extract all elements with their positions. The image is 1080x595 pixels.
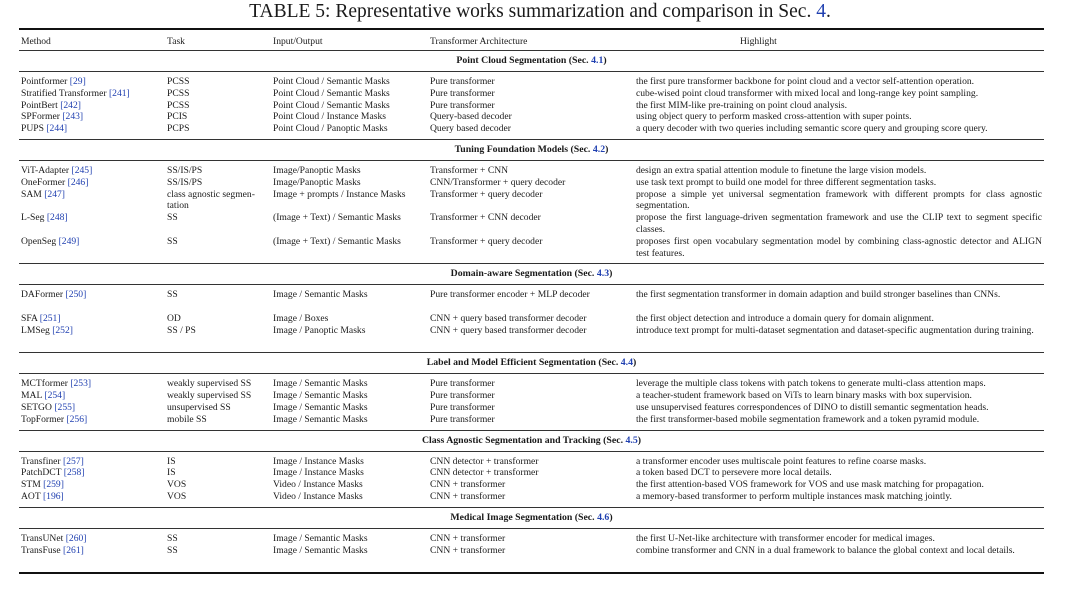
highlight-cell: the first object detection and introduce a domain query for domain alignment. xyxy=(636,312,934,324)
method-name: MCTformer xyxy=(21,378,68,390)
highlight-cell: proposes first open vocabulary segmentation model by combining class-agnostic detector and ALIGN test features. xyxy=(636,235,1042,259)
citation-link[interactable]: [241] xyxy=(108,87,130,99)
method-name: LMSeg xyxy=(21,324,50,336)
method-cell xyxy=(21,88,166,100)
highlight-cell: propose the first language-driven segmentation framework and use the CLIP text to segment specific classes. xyxy=(636,212,1042,235)
method-cell xyxy=(21,456,166,468)
section-title xyxy=(19,431,1044,451)
table-body xyxy=(19,51,1044,574)
architecture-cell: Transformer + query decoder xyxy=(430,188,543,200)
input-output-cell: Image + prompts / Instance Masks xyxy=(273,188,406,200)
method-name: L-Seg xyxy=(21,212,45,224)
task-cell: SS xyxy=(167,235,178,247)
task-cell: IS xyxy=(167,467,176,479)
method-name: SETGO xyxy=(21,401,52,413)
citation-link[interactable]: [254] xyxy=(44,390,66,402)
section-title xyxy=(19,264,1044,284)
method-cell xyxy=(21,402,166,414)
table-row xyxy=(19,390,1044,402)
table-header xyxy=(19,30,1044,50)
architecture-cell: Pure transformer xyxy=(430,401,495,413)
architecture-cell: Query based decoder xyxy=(430,123,511,135)
input-output-cell: (Image + Text) / Semantic Masks xyxy=(273,212,401,224)
highlight-cell: using object query to perform masked cross-attention with super points. xyxy=(636,111,912,123)
method-cell xyxy=(21,289,166,301)
highlight-cell: leverage the multiple class tokens with patch tokens to generate multi-class attention maps. xyxy=(636,378,986,390)
table-row xyxy=(19,325,1044,349)
highlight-cell: the first U-Net-like architecture with transformer encoder for medical images. xyxy=(636,532,935,544)
method-cell xyxy=(21,491,166,503)
highlight-cell: the first pure transformer backbone for point cloud and a vector self-attention operation. xyxy=(636,76,975,87)
input-output-cell: Image / Panoptic Masks xyxy=(273,324,366,336)
method-cell xyxy=(21,479,166,491)
citation-link[interactable]: [243] xyxy=(62,111,84,123)
citation-link[interactable]: [256] xyxy=(66,413,88,425)
table-row xyxy=(19,378,1044,390)
architecture-cell: Pure transformer encoder + MLP decoder xyxy=(430,289,590,301)
input-output-cell: Image / Semantic Masks xyxy=(273,401,368,413)
input-output-cell: Image / Boxes xyxy=(273,312,329,324)
input-output-cell: Image / Semantic Masks xyxy=(273,289,368,301)
section-title-close: ) xyxy=(609,268,613,280)
section-title xyxy=(19,51,1044,71)
method-cell xyxy=(21,236,166,248)
caption-text: TABLE 5: Representative works summarization and comparison in Sec. xyxy=(249,1,812,22)
method-name: OneFormer xyxy=(21,176,66,188)
architecture-cell: CNN + query based transformer decoder xyxy=(430,324,587,336)
section-title-close: ) xyxy=(603,55,607,66)
highlight-cell: use unsupervised features correspondences of DINO to distill semantic segmentation heads. xyxy=(636,401,989,413)
method-cell xyxy=(21,177,166,189)
section-title xyxy=(19,508,1044,528)
architecture-cell: CNN + query based transformer decoder xyxy=(430,312,587,324)
section-ref-link[interactable]: 4.2 xyxy=(592,143,606,155)
method-cell xyxy=(21,313,166,325)
highlight-cell: the first MIM-like pre-training on point cloud analysis. xyxy=(636,99,848,111)
method-cell xyxy=(21,414,166,426)
input-output-cell: Image / Semantic Masks xyxy=(273,413,368,425)
task-cell: OD xyxy=(167,312,181,324)
section-title-text: Domain-aware Segmentation (Sec. xyxy=(450,268,595,280)
method-cell xyxy=(21,165,166,177)
method-name: Pointformer xyxy=(21,76,68,87)
input-output-cell: Image / Instance Masks xyxy=(273,467,364,479)
architecture-cell: CNN + transformer xyxy=(430,490,506,502)
section-title-text: Tuning Foundation Models (Sec. xyxy=(454,143,591,155)
citation-link[interactable]: [245] xyxy=(71,164,93,176)
table-row xyxy=(19,111,1044,123)
section-title-close: ) xyxy=(637,434,641,446)
highlight-cell: a memory-based transformer to perform multiple instances mask matching jointly. xyxy=(636,490,952,502)
table-row xyxy=(19,189,1044,213)
task-cell: SS xyxy=(167,532,178,544)
input-output-cell: Point Cloud / Semantic Masks xyxy=(273,87,390,99)
architecture-cell: Pure transformer xyxy=(430,390,495,402)
method-cell xyxy=(21,378,166,390)
task-cell: PCSS xyxy=(167,87,190,99)
table-row xyxy=(19,76,1044,88)
section-title-text: Class Agnostic Segmentation and Tracking (Sec. xyxy=(421,434,624,446)
section-title-close: ) xyxy=(633,357,637,369)
citation-link[interactable]: [253] xyxy=(70,378,92,390)
section-ref-link[interactable]: 4.1 xyxy=(591,55,604,66)
task-cell: PCSS xyxy=(167,99,190,111)
method-name: PUPS xyxy=(21,123,44,135)
method-cell xyxy=(21,325,166,337)
task-cell: PCIS xyxy=(167,111,188,123)
citation-link[interactable]: [244] xyxy=(46,123,68,135)
citation-link[interactable]: [249] xyxy=(58,235,80,247)
citation-link[interactable]: [247] xyxy=(44,188,65,200)
method-name: Transfiner xyxy=(21,455,61,467)
task-cell: SS xyxy=(167,544,178,556)
method-name: SPFormer xyxy=(21,111,60,123)
architecture-cell: Query-based decoder xyxy=(430,111,512,123)
architecture-cell: Pure transformer xyxy=(430,99,495,111)
citation-link[interactable]: [255] xyxy=(54,401,76,413)
architecture-cell: CNN detector + transformer xyxy=(430,455,539,467)
section-ref-link[interactable]: 4.5 xyxy=(625,434,638,446)
header-method: Method xyxy=(21,36,51,47)
citation-link[interactable]: [250] xyxy=(65,289,87,301)
method-cell xyxy=(21,76,166,88)
method-name: TopFormer xyxy=(21,413,65,425)
table-row xyxy=(19,545,1044,569)
table-row xyxy=(19,212,1044,236)
method-name: OpenSeg xyxy=(21,235,57,247)
header-input-output: Input/Output xyxy=(273,36,323,47)
method-cell xyxy=(21,545,166,557)
input-output-cell: Point Cloud / Instance Masks xyxy=(273,111,386,123)
method-cell xyxy=(21,212,166,224)
input-output-cell: Image / Semantic Masks xyxy=(273,532,368,544)
task-cell: IS xyxy=(167,455,176,467)
table-row xyxy=(19,289,1044,313)
caption-section-link[interactable]: 4 xyxy=(816,1,826,22)
architecture-cell: CNN/Transformer + query decoder xyxy=(430,176,566,188)
table-row xyxy=(19,533,1044,545)
task-cell: mobile SS xyxy=(167,413,207,425)
highlight-cell: combine transformer and CNN in a dual framework to balance the global context and local details. xyxy=(636,544,1015,556)
citation-link[interactable]: [258] xyxy=(63,467,85,479)
task-cell: SS xyxy=(167,212,178,224)
input-output-cell: Image / Semantic Masks xyxy=(273,544,368,556)
input-output-cell: Point Cloud / Semantic Masks xyxy=(273,76,390,87)
task-cell: PCSS xyxy=(167,76,190,87)
method-cell xyxy=(21,100,166,112)
architecture-cell: CNN detector + transformer xyxy=(430,467,539,479)
architecture-cell: Pure transformer xyxy=(430,76,495,87)
method-name: MAL xyxy=(21,390,42,402)
bottom-rule xyxy=(19,572,1044,574)
highlight-cell: a query decoder with two queries including semantic score query and grouping score query. xyxy=(636,123,988,135)
table-row xyxy=(19,88,1044,100)
task-cell: VOS xyxy=(167,479,187,491)
method-cell xyxy=(21,467,166,479)
task-cell: weakly supervised SS xyxy=(167,390,252,402)
table-row xyxy=(19,100,1044,112)
highlight-cell: introduce text prompt for multi-dataset segmentation and dataset-specific augmentation during training. xyxy=(636,324,1034,336)
highlight-cell: the first transformer-based mobile segmentation framework and a token pyramid module. xyxy=(636,413,980,425)
architecture-cell: CNN + transformer xyxy=(430,532,506,544)
table-row xyxy=(19,467,1044,479)
table-row xyxy=(19,313,1044,325)
citation-link[interactable]: [29] xyxy=(69,76,86,87)
architecture-cell: Transformer + CNN xyxy=(430,164,509,176)
task-cell: SS xyxy=(167,289,178,301)
citation-link[interactable]: [246] xyxy=(67,176,89,188)
caption-period: . xyxy=(825,1,831,22)
method-cell xyxy=(21,111,166,123)
input-output-cell: Point Cloud / Semantic Masks xyxy=(273,99,390,111)
input-output-cell: Image/Panoptic Masks xyxy=(273,164,361,176)
architecture-cell: Transformer + CNN decoder xyxy=(430,212,541,224)
table-row xyxy=(19,491,1044,503)
table-row xyxy=(19,177,1044,189)
table-row xyxy=(19,402,1044,414)
architecture-cell: Transformer + query decoder xyxy=(430,235,543,247)
method-name: STM xyxy=(21,479,41,491)
method-name: SFA xyxy=(21,312,38,324)
method-name: PatchDCT xyxy=(21,467,62,479)
section-title xyxy=(19,140,1044,160)
table-row xyxy=(19,414,1044,426)
input-output-cell: Image / Semantic Masks xyxy=(273,390,368,402)
comparison-table xyxy=(19,28,1044,574)
section-ref-link[interactable]: 4.6 xyxy=(597,511,610,523)
highlight-cell: a token based DCT to persevere more local details. xyxy=(636,467,832,479)
table-row xyxy=(19,165,1044,177)
section-ref-link[interactable]: 4.3 xyxy=(596,268,610,280)
highlight-cell: use task text prompt to build one model for three different segmentation tasks. xyxy=(636,176,937,188)
method-cell xyxy=(21,533,166,545)
citation-link[interactable]: [252] xyxy=(52,324,73,336)
method-name: SAM xyxy=(21,188,42,200)
section-title xyxy=(19,353,1044,373)
architecture-cell: Pure transformer xyxy=(430,378,495,390)
header-task: Task xyxy=(167,36,185,47)
task-cell: PCPS xyxy=(167,123,190,135)
table-row xyxy=(19,123,1044,135)
input-output-cell: Video / Instance Masks xyxy=(273,490,363,502)
citation-link[interactable]: [248] xyxy=(46,212,68,224)
method-name: DAFormer xyxy=(21,289,64,301)
input-output-cell: Image / Instance Masks xyxy=(273,455,364,467)
task-cell: VOS xyxy=(167,490,187,502)
highlight-cell: a teacher-student framework based on ViTs to learn binary masks with box supervision. xyxy=(636,390,972,402)
section-title-text: Medical Image Segmentation (Sec. xyxy=(450,511,595,523)
section-title-close: ) xyxy=(605,143,609,155)
method-name: PointBert xyxy=(21,99,58,111)
section-title-text: Label and Model Efficient Segmentation (Sec. xyxy=(426,357,619,369)
method-name: TransFuse xyxy=(21,544,61,556)
architecture-cell: Pure transformer xyxy=(430,87,495,99)
task-cell: SS / PS xyxy=(167,324,196,336)
task-cell: weakly supervised SS xyxy=(167,378,252,390)
highlight-cell: design an extra spatial attention module to finetune the large vision models. xyxy=(636,164,927,176)
header-architecture: Transformer Architecture xyxy=(430,36,528,47)
citation-link[interactable]: [261] xyxy=(63,544,84,556)
input-output-cell: (Image + Text) / Semantic Masks xyxy=(273,235,401,247)
architecture-cell: CNN + transformer xyxy=(430,544,506,556)
method-cell xyxy=(21,189,166,201)
method-name: TransUNet xyxy=(21,532,64,544)
method-name: Stratified Transformer xyxy=(21,87,107,99)
task-cell: SS/IS/PS xyxy=(167,176,203,188)
citation-link[interactable]: [257] xyxy=(63,455,84,467)
method-cell xyxy=(21,390,166,402)
input-output-cell: Image/Panoptic Masks xyxy=(273,176,361,188)
highlight-cell: cube-wised point cloud transformer with mixed local and long-range key point sampling. xyxy=(636,87,979,99)
citation-link[interactable]: [242] xyxy=(60,99,81,111)
table-row xyxy=(19,456,1044,468)
header-highlight: Highlight xyxy=(740,36,777,47)
input-output-cell: Point Cloud / Panoptic Masks xyxy=(273,123,388,135)
citation-link[interactable]: [251] xyxy=(39,312,61,324)
citation-link[interactable]: [259] xyxy=(43,479,64,491)
highlight-cell: propose a simple yet universal segmentation framework with different prompts for class agnostic segmentation. xyxy=(636,188,1042,212)
table-caption xyxy=(0,1,1080,23)
architecture-cell: Pure transformer xyxy=(430,413,495,425)
section-title-close: ) xyxy=(609,511,613,523)
task-cell: unsupervised SS xyxy=(167,401,231,413)
method-cell xyxy=(21,123,166,135)
task-cell: SS/IS/PS xyxy=(167,164,203,176)
highlight-cell: a transformer encoder uses multiscale point features to refine coarse masks. xyxy=(636,455,927,467)
task-cell: class agnostic segmen-tation xyxy=(167,188,255,212)
section-title-text: Point Cloud Segmentation (Sec. xyxy=(456,55,589,66)
table-row xyxy=(19,479,1044,491)
section-ref-link[interactable]: 4.4 xyxy=(620,357,633,369)
input-output-cell: Video / Instance Masks xyxy=(273,479,363,491)
citation-link[interactable]: [196] xyxy=(42,490,64,502)
method-name: AOT xyxy=(21,490,41,502)
method-name: ViT-Adapter xyxy=(21,164,70,176)
architecture-cell: CNN + transformer xyxy=(430,479,506,491)
citation-link[interactable]: [260] xyxy=(65,532,87,544)
table-row xyxy=(19,236,1044,260)
input-output-cell: Image / Semantic Masks xyxy=(273,378,368,390)
highlight-cell: the first segmentation transformer in domain adaption and build stronger baselines than CNNs. xyxy=(636,289,1001,301)
highlight-cell: the first attention-based VOS framework for VOS and use mask matching for propagation. xyxy=(636,479,984,491)
